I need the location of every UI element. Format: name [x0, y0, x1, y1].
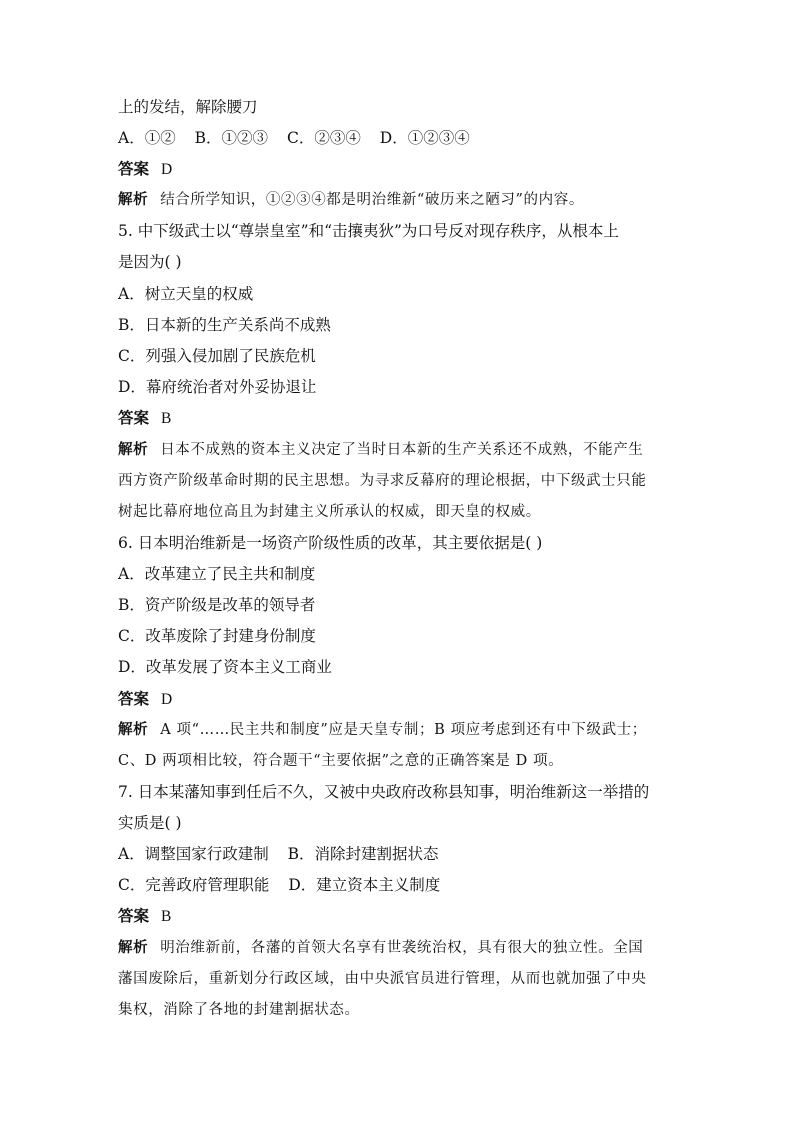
- analysis-label: 解析: [118, 441, 149, 458]
- q6-option-c: C．改革废除了封建身份制度: [118, 627, 316, 645]
- q7-option-c: C．完善政府管理职能: [118, 876, 270, 894]
- q7-analysis-line-1: [118, 938, 643, 958]
- answer-value: B: [161, 410, 172, 427]
- q7-options-row-2: [118, 875, 440, 895]
- q5-stem-line-1: 5. 中下级武士以“尊崇皇室”和“击攘夷狄”为口号反对现存秩序，从根本上: [118, 222, 619, 240]
- q5-option-a: A．树立天皇的权威: [118, 285, 254, 303]
- q5-stem-line-2: 是因为( ): [118, 253, 182, 271]
- q5-answer: [118, 408, 171, 429]
- q6-option-a: A．改革建立了民主共和制度: [118, 565, 316, 583]
- q6-stem-line-1: 6. 日本明治维新是一场资产阶级性质的改革，其主要依据是( ): [118, 534, 543, 552]
- q7-answer: [118, 906, 171, 927]
- analysis-text: 结合所学知识，①②③④都是明治维新“破历来之陋习”的内容。: [160, 192, 584, 208]
- answer-value: D: [161, 161, 173, 178]
- analysis-text: 明治维新前，各藩的首领大名享有世袭统治权，具有很大的独立性。全国: [160, 940, 644, 956]
- q7-analysis-line-3: 集权，消除了各地的封建割据状态。: [118, 1002, 360, 1018]
- analysis-label: 解析: [118, 721, 149, 738]
- q4-option-a: A．①②: [118, 129, 176, 147]
- q7-options-row-1: [118, 844, 439, 864]
- q5-analysis-line-1: [118, 440, 643, 460]
- q4-option-b: B．①②③: [194, 129, 269, 147]
- q6-answer: [118, 689, 172, 710]
- q6-option-b: B．资产阶级是改革的领导者: [118, 596, 316, 614]
- answer-label: 答案: [118, 159, 150, 178]
- answer-label: 答案: [118, 689, 150, 708]
- q7-option-b: B．消除封建割据状态: [287, 845, 439, 863]
- q4-analysis: [118, 190, 584, 210]
- answer-label: 答案: [118, 408, 150, 427]
- q5-analysis-line-3: 树起比幕府地位高且为封建主义所承认的权威，即天皇的权威。: [118, 504, 541, 520]
- q6-analysis-line-2: C、D 两项相比较，符合题干“主要依据”之意的正确答案是 D 项。: [118, 753, 564, 769]
- analysis-text: A 项“……民主共和制度”应是天皇专制；B 项应考虑到还有中下级武士；: [160, 722, 647, 738]
- q6-option-d: D．改革发展了资本主义工商业: [118, 658, 332, 676]
- q4-option-c: C．②③④: [286, 129, 361, 147]
- q5-analysis-line-2: 西方资产阶级革命时期的民主思想。为寻求反幕府的理论根据，中下级武士只能: [118, 473, 647, 489]
- q4-answer: [118, 159, 172, 180]
- answer-value: D: [161, 691, 173, 708]
- q5-option-b: B．日本新的生产关系尚不成熟: [118, 316, 331, 334]
- q4-stem-tail: 上的发结，解除腰刀: [118, 98, 258, 116]
- q5-option-c: C．列强入侵加剧了民族危机: [118, 347, 316, 365]
- answer-value: B: [161, 908, 172, 925]
- q7-option-d: D．建立资本主义制度: [288, 876, 441, 894]
- analysis-label: 解析: [118, 939, 149, 956]
- q4-options: [118, 128, 470, 148]
- q6-analysis-line-1: [118, 720, 647, 740]
- q5-option-d: D．幕府统治者对外妥协退让: [118, 378, 317, 396]
- answer-label: 答案: [118, 906, 150, 925]
- q7-stem-line-2: 实质是( ): [118, 814, 182, 832]
- q7-analysis-line-2: 藩国废除后，重新划分行政区域，由中央派官员进行管理，从而也就加强了中央: [118, 971, 647, 987]
- q7-option-a: A．调整国家行政建制: [118, 845, 269, 863]
- q4-option-d: D．①②③④: [379, 129, 470, 147]
- q7-stem-line-1: 7. 日本某藩知事到任后不久，又被中央政府改称县知事，明治维新这一举措的: [118, 783, 650, 801]
- analysis-text: 日本不成熟的资本主义决定了当时日本新的生产关系还不成熟，不能产生: [160, 442, 644, 458]
- analysis-label: 解析: [118, 191, 149, 208]
